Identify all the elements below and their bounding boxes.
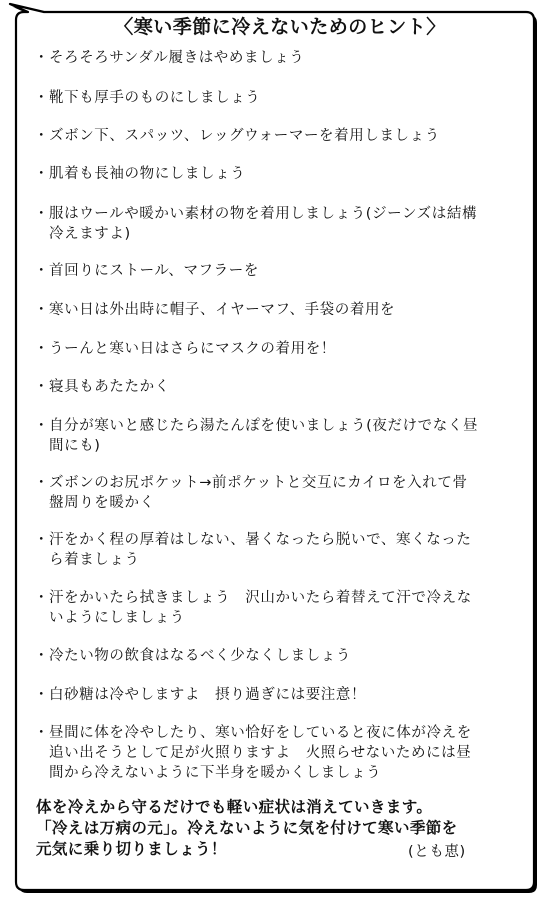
tip-text-line: 寝具もあたたかく: [49, 379, 170, 395]
tip-text-line: うーんと寒い日はさらにマスクの着用を！: [49, 341, 336, 357]
tip-item: [34, 685, 506, 705]
tip-text-line: 白砂糖は冷やしますよ 摂り過ぎには要注意！: [49, 687, 367, 703]
tip-text-line: 服はウールや暖かい素材の物を着用しましょう(ジーンズは結構: [49, 206, 478, 222]
tip-text-line: ズボンのお尻ポケット→前ポケットと交互にカイロを入れて骨: [49, 475, 468, 491]
bullet-dot: ・: [34, 418, 50, 434]
tip-item: [34, 723, 506, 783]
tip-text-line: そろそろサンダル履きはやめましょう: [49, 50, 305, 66]
tip-text-line: 間にも): [49, 438, 101, 454]
tip-item: [34, 530, 506, 570]
tip-item: [34, 204, 506, 244]
closing-line: 「冷えは万病の元」。冷えないように気を付けて寒い季節を: [36, 819, 458, 837]
tip-text-line: ら着ましょう: [49, 552, 140, 568]
bullet-dot: ・: [34, 532, 50, 548]
tip-text-line: 自分が寒いと感じたら湯たんぽを使いましょう(夜だけでなく昼: [49, 418, 479, 434]
tip-text-line: 冷えますよ): [49, 226, 131, 242]
bullet-dot: ・: [34, 166, 50, 182]
bullet-dot: ・: [34, 341, 50, 357]
tip-text-line: いようにしましょう: [49, 610, 185, 626]
closing-line: 体を冷えから守るだけでも軽い症状は消えていきます。: [36, 798, 433, 816]
bullet-dot: ・: [34, 379, 50, 395]
tip-text-line: 盤周りを暖かく: [49, 495, 155, 511]
tip-text-line: ズボン下、スパッツ、レッグウォーマーを着用しましょう: [49, 128, 440, 144]
tip-item: [34, 261, 506, 281]
author-signature: (とも恵): [408, 844, 466, 860]
bullet-dot: ・: [34, 90, 50, 106]
bullet-dot: ・: [34, 648, 50, 664]
tip-item: [34, 416, 506, 456]
tip-text-line: 冷たい物の飲食はなるべく少なくしましょう: [49, 648, 351, 664]
tip-item: [34, 48, 506, 68]
tip-text-line: 寒い日は外出時に帽子、イヤーマフ、手袋の着用を: [49, 302, 396, 318]
tip-item: [34, 126, 506, 146]
tip-item: [34, 377, 506, 397]
tip-item: [34, 588, 506, 628]
tip-item: [34, 88, 506, 108]
bullet-dot: ・: [34, 302, 50, 318]
bullet-dot: ・: [34, 128, 50, 144]
page-title: 〈寒い季節に冷えないためのヒント〉: [114, 16, 446, 38]
tip-item: [34, 164, 506, 184]
tip-text-line: 肌着も長袖の物にしましょう: [49, 166, 246, 182]
tip-item: [34, 646, 506, 666]
bullet-dot: ・: [34, 725, 50, 741]
bullet-dot: ・: [34, 263, 50, 279]
tip-text-line: 昼間に体を冷やしたり、寒い恰好をしていると夜に体が冷えを: [49, 725, 472, 741]
tip-text-line: 靴下も厚手のものにしましょう: [49, 90, 261, 106]
bullet-dot: ・: [34, 475, 50, 491]
tip-text-line: 首回りにストール、マフラーを: [49, 263, 259, 279]
tip-text-line: 追い出そうとして足が火照りますよ 火照らせないためには昼: [49, 745, 472, 761]
tip-text-line: 汗をかく程の厚着はしない、暑くなったら脱いで、寒くなった: [49, 532, 472, 548]
tip-item: [34, 339, 506, 359]
bullet-dot: ・: [34, 50, 50, 66]
bullet-dot: ・: [34, 590, 50, 606]
tip-text-line: 間から冷えないように下半身を暖かくしましょう: [49, 765, 382, 781]
closing-line: 元気に乗り切りましょう！: [36, 840, 227, 858]
bullet-dot: ・: [34, 687, 50, 703]
tip-item: [34, 473, 506, 513]
tip-item: [34, 300, 506, 320]
bullet-dot: ・: [34, 206, 50, 222]
tip-text-line: 汗をかいたら拭きましょう 沢山かいたら着替えて汗で冷えな: [49, 590, 472, 606]
